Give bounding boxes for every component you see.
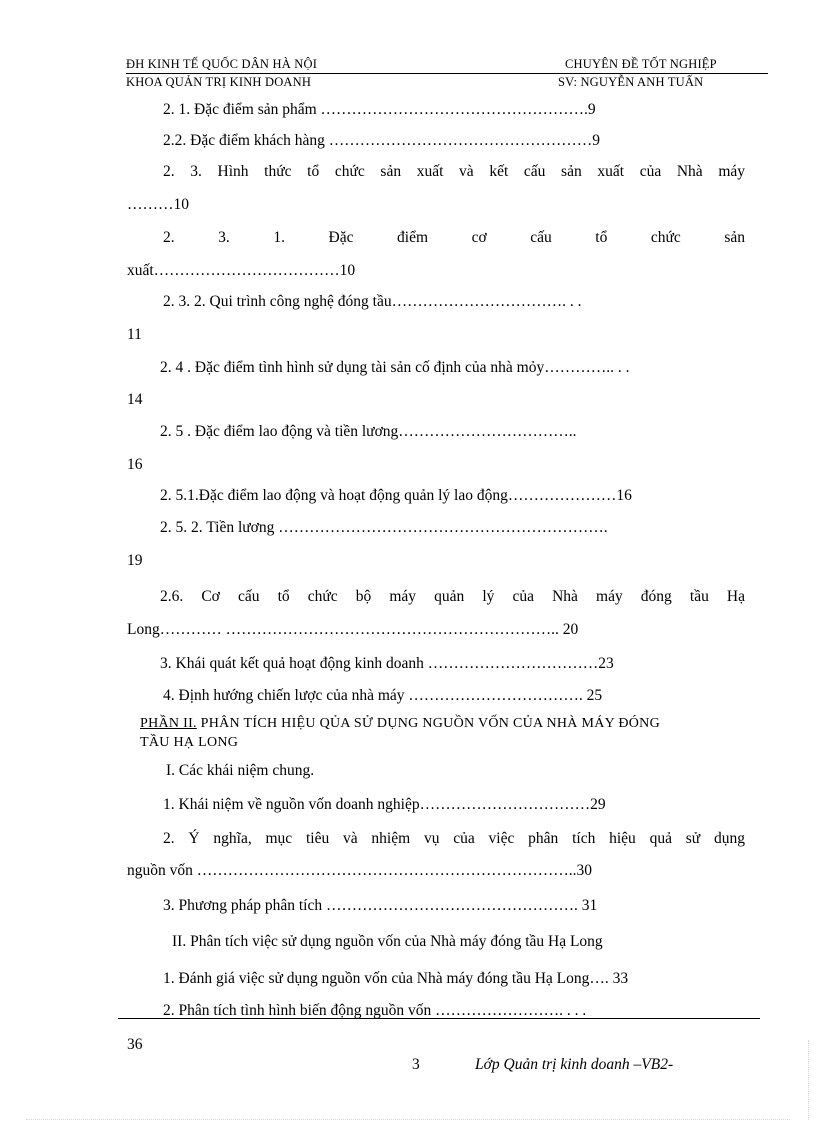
toc-entry-1-2-page: nguồn vốn ………………………………………………………………..30 — [127, 862, 592, 879]
header-student: SV: NGUYỄN ANH TUẤN — [558, 75, 704, 89]
toc-entry-2-5: 2. 5 . Đặc điểm lao động và tiền lương…………………………….. — [160, 423, 577, 440]
part-heading-cont: TẦU HẠ LONG — [140, 735, 239, 750]
toc-entry-2-1b: 1. Đánh giá việc sử dụng nguồn vốn của Nhà máy đóng tầu Hạ Long…. 33 — [163, 970, 629, 987]
toc-entry-2-3-2-page: 11 — [127, 326, 142, 343]
part-heading — [140, 716, 660, 732]
section-heading-1: I. Các khái niệm chung. — [166, 762, 315, 779]
page-edge-right — [808, 1040, 809, 1120]
part-label: PHẦN II. — [140, 716, 197, 731]
header-thesis-type: CHUYÊN ĐỀ TỐT NGHIỆP — [565, 57, 717, 71]
toc-entry-2-3-2: 2. 3. 2. Qui trình công nghệ đóng tầu……………………………. . . — [163, 293, 582, 310]
toc-entry-2-5-2-page: 19 — [127, 552, 143, 569]
toc-entry-2-3-page: ………10 — [127, 196, 189, 213]
toc-entry-2-3-1: 2. 3. 1. Đặc điểm cơ cấu tổ chức sản — [163, 229, 745, 246]
toc-entry-4: 4. Định hướng chiến lược của nhà máy ……………………………. 25 — [163, 687, 603, 704]
page-number: 3 — [412, 1056, 420, 1073]
toc-entry-2-3: 2. 3. Hình thức tổ chức sản xuất và kết cấu sản xuất của Nhà máy — [163, 163, 745, 180]
toc-entry-1-3: 3. Phương pháp phân tích …………………………………………. 31 — [163, 897, 598, 914]
toc-entry-1-1: 1. Khái niệm về nguồn vốn doanh nghiệp……………………………29 — [163, 796, 606, 813]
toc-entry-3: 3. Khái quát kết quả hoạt động kinh doanh ……………………………23 — [160, 655, 614, 672]
toc-entry-2-3-1-page: xuất………………………………10 — [127, 262, 356, 279]
toc-entry-2-2: 2.2. Đặc điểm khách hàng ……………………………………………9 — [163, 132, 600, 149]
toc-entry-2-5-1: 2. 5.1.Đặc điểm lao động và hoạt động quản lý lao động…………………16 — [160, 487, 632, 504]
toc-entry-2-6: 2.6. Cơ cấu tổ chức bộ máy quản lý của Nhà máy đóng tầu Hạ — [160, 588, 745, 605]
footer-class-label: Lớp Quản trị kinh doanh –VB2- — [475, 1056, 674, 1073]
part-title: PHÂN TÍCH HIỆU QỦA SỬ DỤNG NGUỒN VỐN CỦA NHÀ MÁY ĐÓNG — [196, 716, 660, 731]
header-divider — [126, 73, 768, 74]
toc-entry-1-2: 2. Ý nghĩa, mục tiêu và nhiệm vụ của việc phân tích hiệu quả sử dụng — [163, 830, 745, 847]
header-faculty: KHOA QUẢN TRỊ KINH DOANH — [126, 75, 312, 89]
toc-entry-2-2b: 2. Phân tích tình hình biến động nguồn vốn ……………………. . . . — [163, 1002, 587, 1019]
header-school: ĐH KINH TẾ QUỐC DÂN HÀ NỘI — [126, 57, 318, 71]
toc-entry-2-5-2: 2. 5. 2. Tiền lương ………………………………………………………. — [160, 519, 608, 536]
page-edge-bottom — [26, 1119, 790, 1120]
toc-entry-2-4-page: 14 — [127, 391, 143, 408]
toc-entry-2-6-page: Long………… ……………………………………………………….. 20 — [127, 621, 579, 638]
footer-divider — [118, 1018, 760, 1019]
toc-entry-2-4: 2. 4 . Đặc điểm tình hình sử dụng tài sản cố định của nhà mỏy………….. . . — [160, 359, 630, 376]
section-heading-2: II. Phân tích việc sử dụng nguồn vốn của Nhà máy đóng tầu Hạ Long — [172, 933, 603, 950]
toc-entry-2-1: 2. 1. Đặc điểm sản phẩm …………………………………………….9 — [163, 101, 596, 118]
toc-entry-2-2b-page: 36 — [127, 1036, 143, 1053]
toc-entry-2-5-page: 16 — [127, 456, 143, 473]
